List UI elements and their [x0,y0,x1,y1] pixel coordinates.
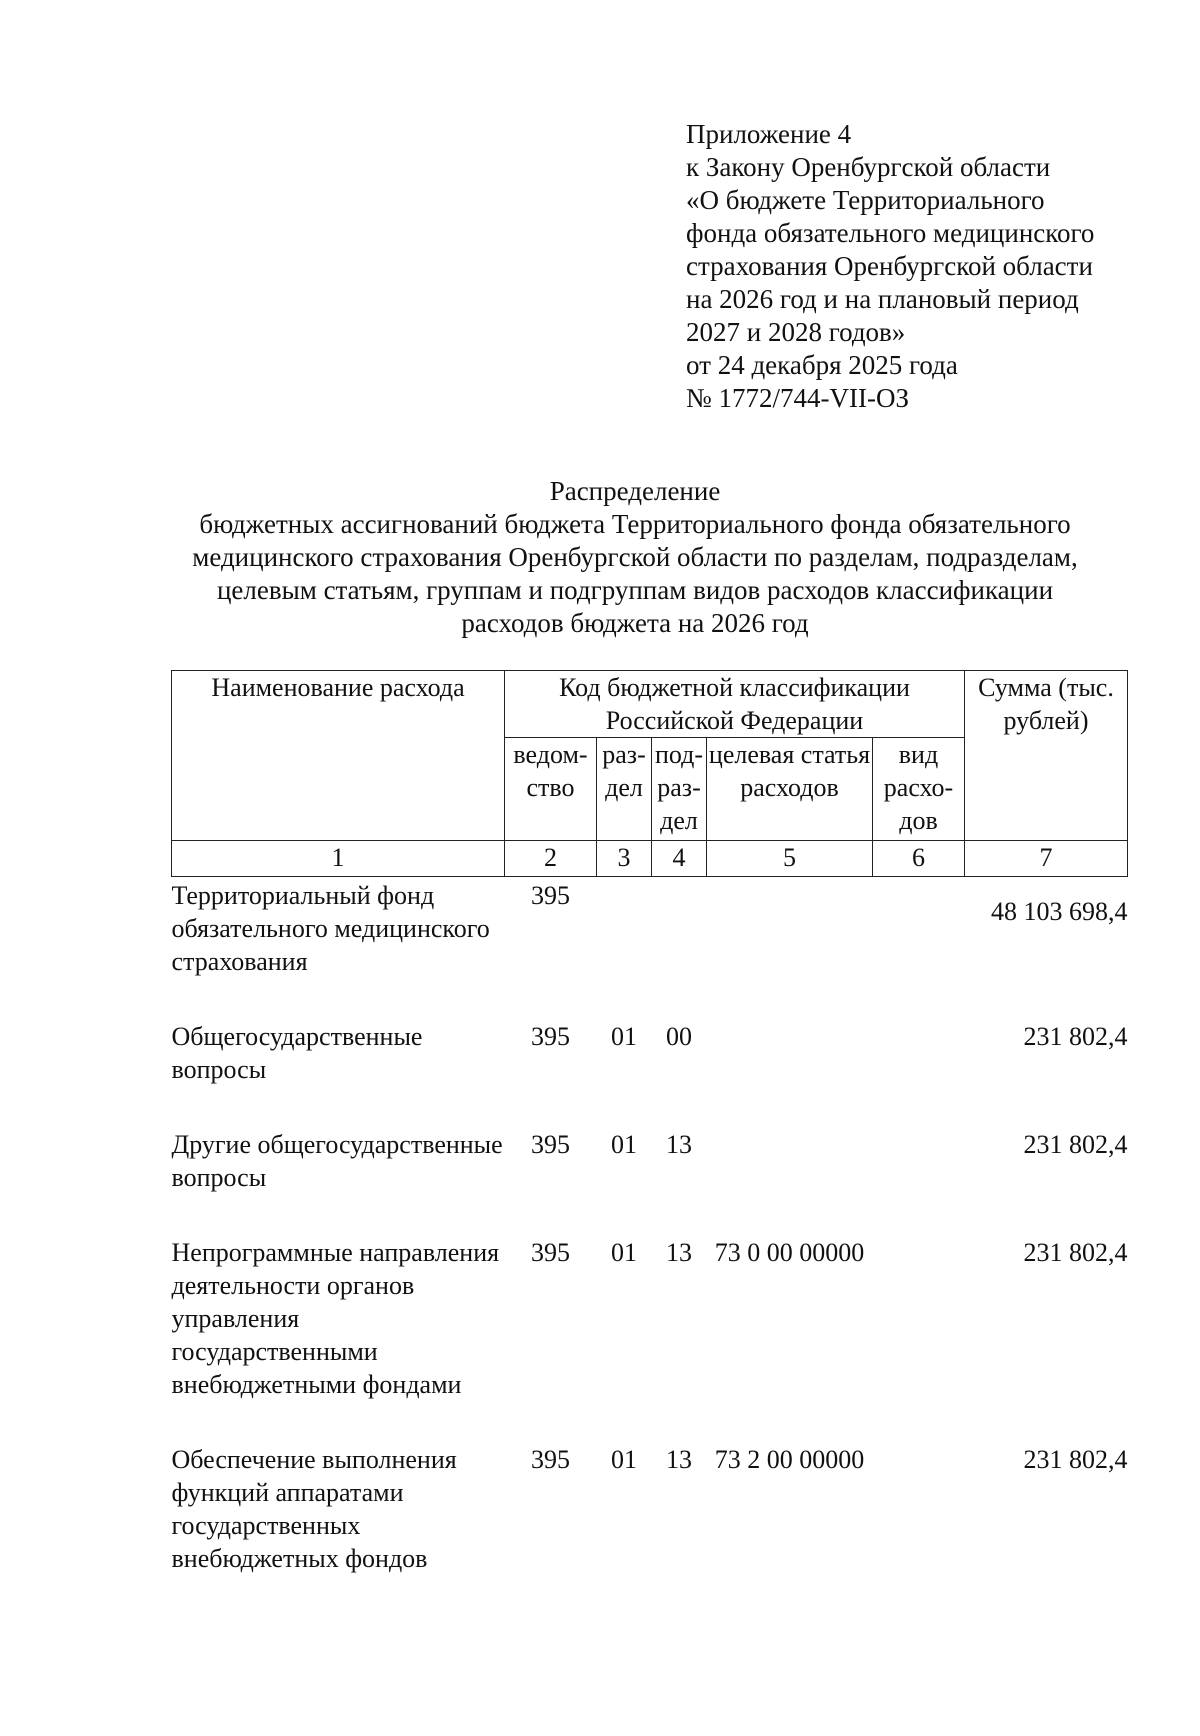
annex-line: 2027 и 2028 годов» [686,317,906,347]
row-vedomstvo: 395 [531,1445,570,1474]
row-celevaya-statya: 73 2 00 00000 [714,1445,865,1474]
row-celevaya-statya: 73 0 00 00000 [714,1238,865,1267]
row-sum: 48 103 698,4 [991,897,1128,926]
annex-line: № 1772/744-VII-ОЗ [686,383,910,413]
row-podrazdel [652,877,707,1021]
row-vid-rashodov [873,1020,965,1128]
row-vid-rashodov [873,1128,965,1236]
row-podrazdel: 00 [666,1022,692,1051]
row-name: Территориальный фонд обязательного медицинского страхования [171,881,490,976]
title-line: Распределение [549,476,721,506]
annex-line: фонда обязательного медицинского [686,218,1095,248]
header-sum: Сумма (тыс. рублей) [965,671,1128,841]
row-razdel: 01 [611,1022,637,1051]
row-vid-rashodov [873,1236,965,1443]
title-line: целевым статьям, группам и подгруппам видов расходов классификации [216,575,1054,605]
column-number: 7 [965,841,1128,877]
column-number: 4 [652,841,707,877]
budget-table [171,670,1128,1617]
row-name: Обеспечение выполнения функций аппаратами государственных внебюджетных фондов [171,1445,457,1573]
row-vid-rashodov [873,877,965,1021]
table-row [172,1443,1128,1617]
row-razdel [597,877,652,1021]
row-podrazdel: 13 [666,1445,692,1474]
column-number: 3 [597,841,652,877]
row-vedomstvo: 395 [531,1238,570,1267]
row-vedomstvo: 395 [531,1022,570,1051]
row-sum: 231 802,4 [1023,1445,1128,1474]
row-celevaya-statya [707,877,873,1021]
annex-line: страхования Оренбургской области [686,251,1093,281]
header-name: Наименование расхода [172,671,505,841]
column-number: 6 [873,841,965,877]
row-vid-rashodov [873,1443,965,1617]
header-vid-rashodov: вид расхо-дов [873,738,965,841]
row-podrazdel: 13 [666,1238,692,1267]
annex-block [686,118,1094,415]
annex-line: к Закону Оренбургской области [686,152,1051,182]
row-razdel: 01 [611,1130,637,1159]
row-name: Другие общегосударственные вопросы [171,1130,503,1192]
title-line: медицинского страхования Оренбургской области по разделам, подразделам, [192,542,1078,572]
table-row [172,877,1128,1021]
row-sum: 231 802,4 [1023,1130,1128,1159]
header-podrazdel: под-раз-дел [652,738,707,841]
row-vedomstvo: 395 [531,881,570,910]
row-sum: 231 802,4 [1023,1022,1128,1051]
row-vedomstvo: 395 [531,1130,570,1159]
header-celevaya-statya: целевая статья расходов [707,738,873,841]
row-razdel: 01 [611,1238,637,1267]
annex-line: Приложение 4 [686,119,852,149]
annex-line: «О бюджете Территориального [686,185,1045,215]
document-title [150,475,1120,640]
table-row [172,1236,1128,1443]
title-line: бюджетных ассигнований бюджета Территориального фонда обязательного [199,509,1071,539]
row-name: Общегосударственные вопросы [171,1022,423,1084]
table-row [172,1020,1128,1128]
row-podrazdel: 13 [666,1130,692,1159]
title-line: расходов бюджета на 2026 год [461,608,809,638]
row-name: Непрограммные направления деятельности органов управления государственными внебюджетными фондами [171,1238,500,1399]
header-code-group: Код бюджетной классификации Российской Федерации [505,671,965,738]
column-number: 1 [172,841,505,877]
row-celevaya-statya [707,1020,873,1128]
table-row [172,1128,1128,1236]
annex-line: на 2026 год и на плановый период [686,284,1079,314]
annex-line: от 24 декабря 2025 года [686,350,958,380]
column-number: 2 [505,841,597,877]
row-razdel: 01 [611,1445,637,1474]
header-vedomstvo: ведом-ство [505,738,597,841]
header-razdel: раз-дел [597,738,652,841]
column-number: 5 [707,841,873,877]
row-celevaya-statya [707,1128,873,1236]
row-sum: 231 802,4 [1023,1238,1128,1267]
